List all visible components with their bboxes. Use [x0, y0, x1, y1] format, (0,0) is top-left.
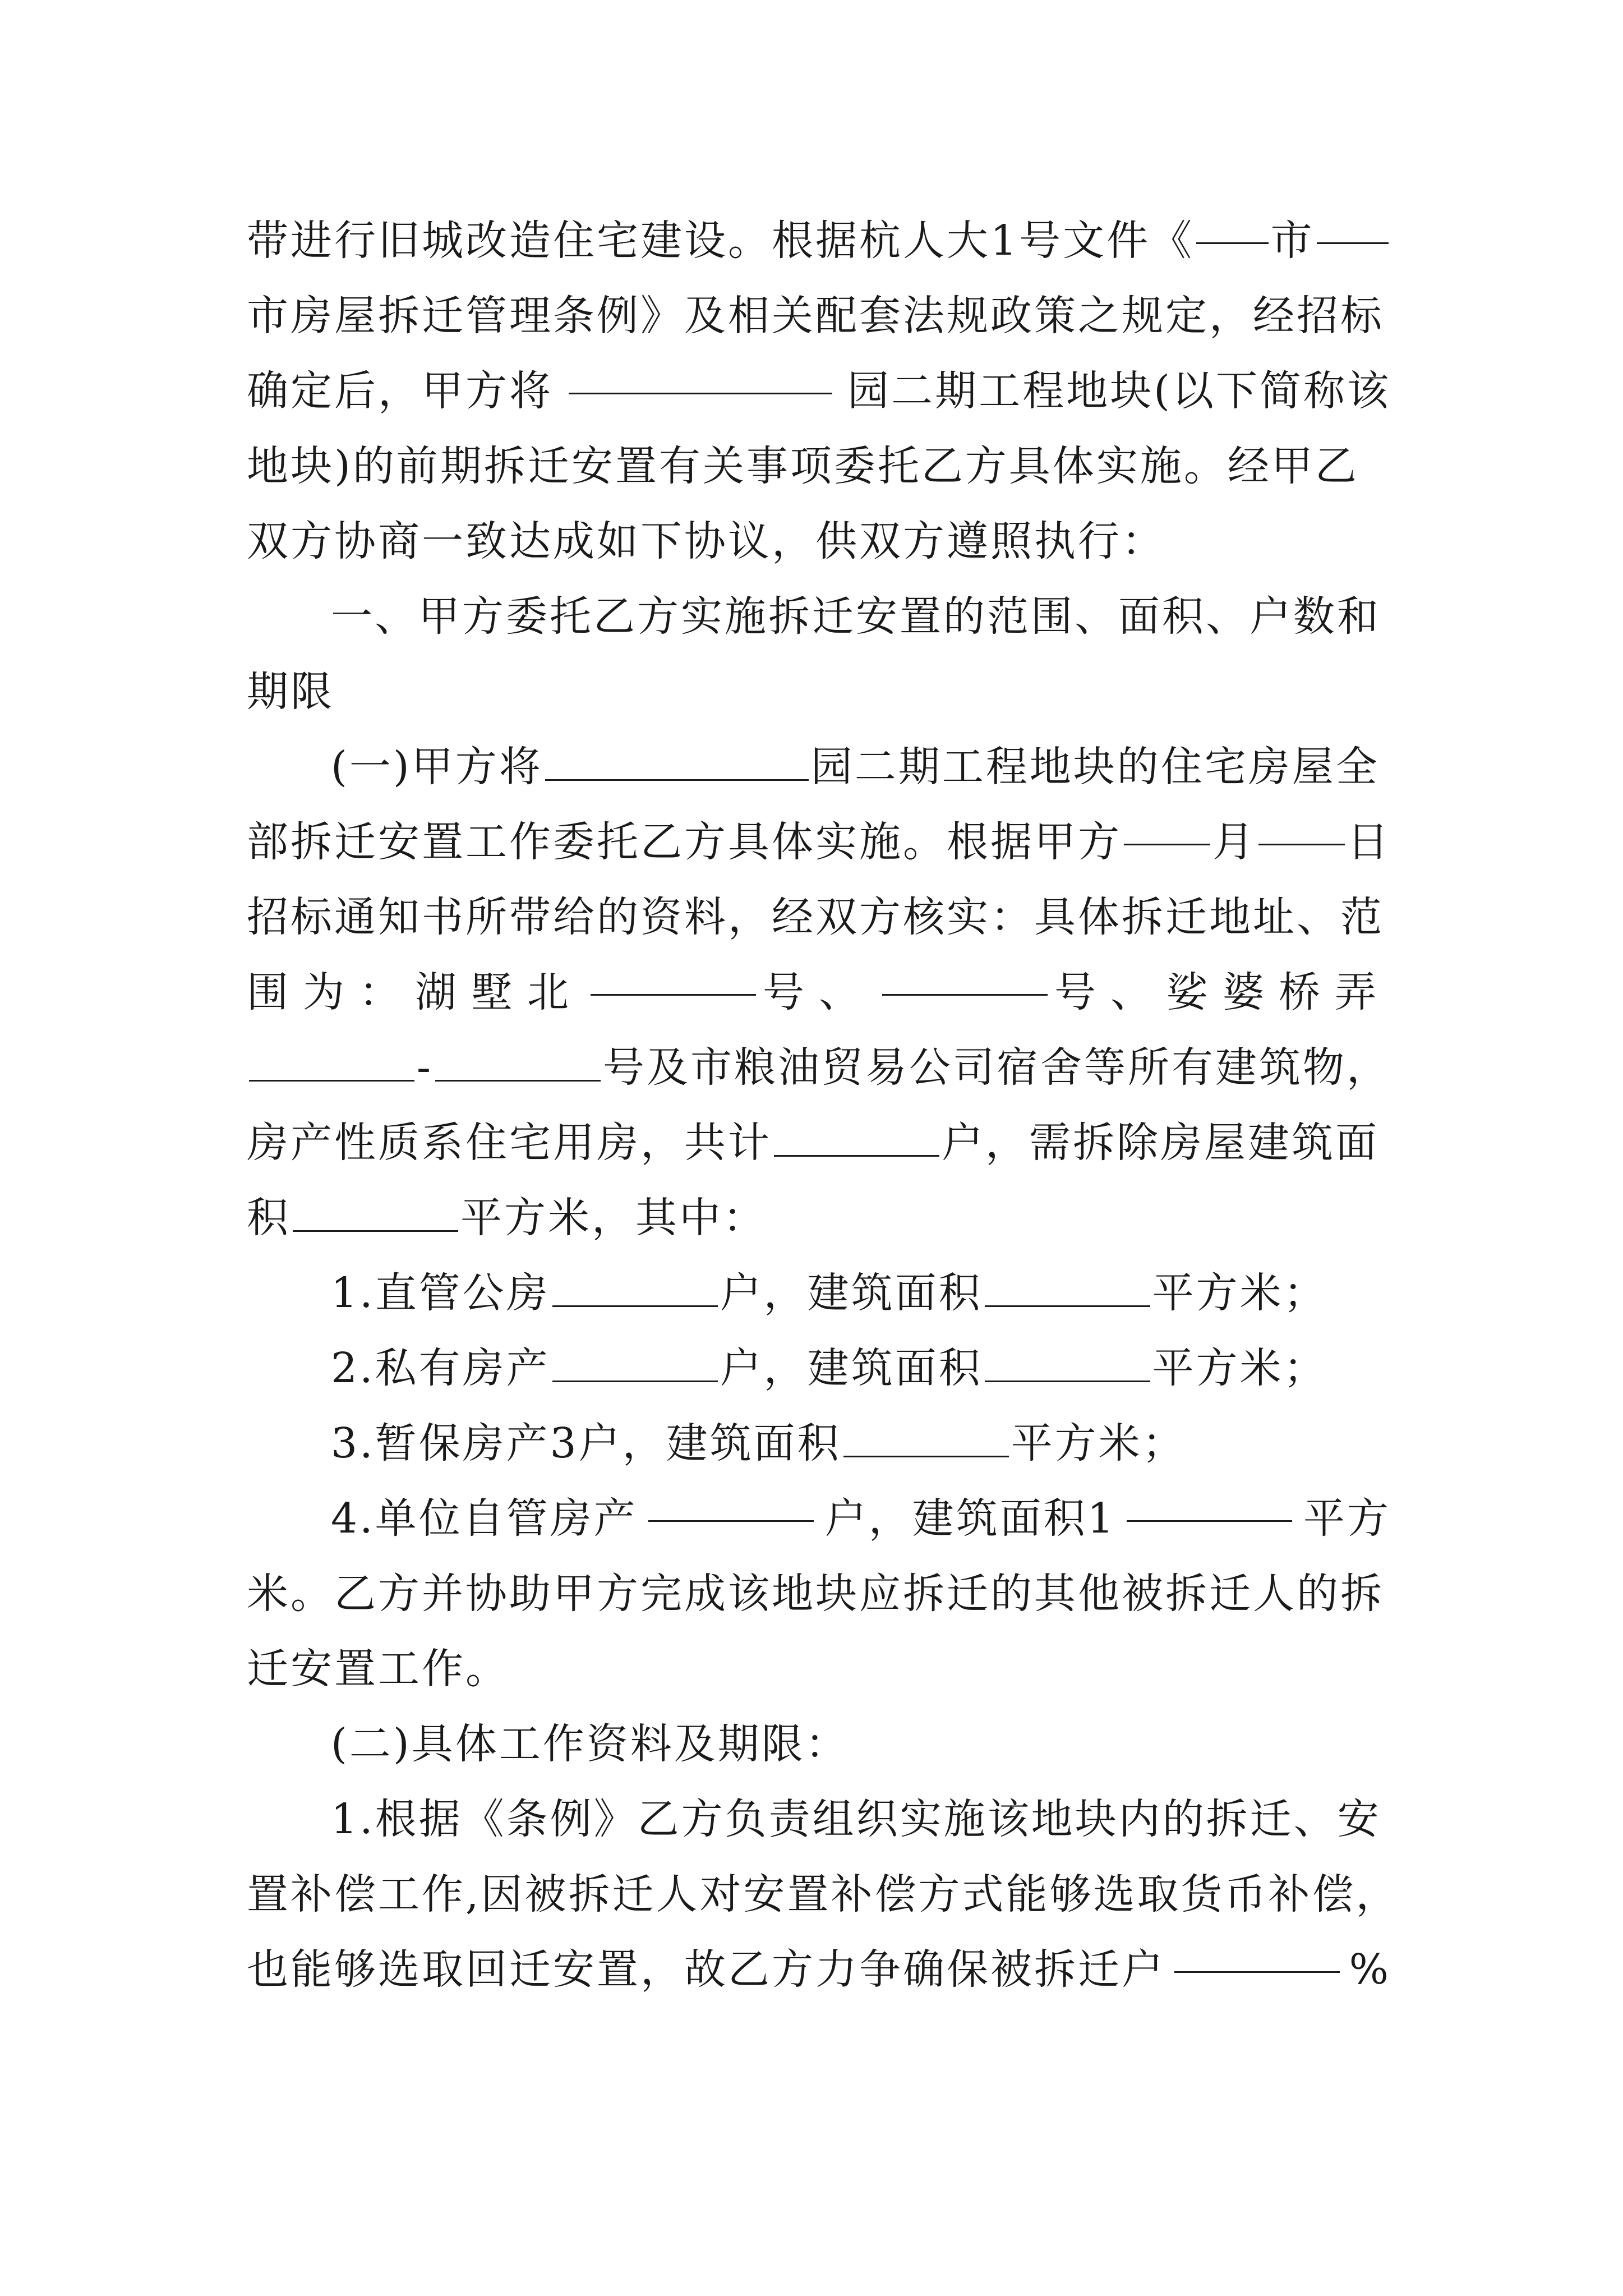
- fill-in-blank: [1124, 804, 1210, 845]
- fill-in-blank: [1196, 203, 1268, 244]
- list-item: [247, 1782, 1391, 1857]
- text-segment: 号及市粮油贸易公司宿舍等所有建筑物，: [603, 1043, 1391, 1092]
- text-segment: 也能够选取回迁安置，故乙方力争确保被拆迁户: [247, 1945, 1165, 1994]
- text-segment: 2.私有房产: [331, 1344, 550, 1392]
- text-line: [247, 1105, 1391, 1180]
- fill-in-blank: [1174, 1932, 1340, 1973]
- list-item: [247, 1331, 1391, 1406]
- text-segment: 户，建筑面积: [720, 1344, 983, 1392]
- text-segment: 置补偿工作,因被拆迁人对安置补偿方式能够选取货币补偿，: [247, 1870, 1400, 1918]
- text-segment: 带进行旧城改造住宅建设。根据杭人大1号文件《: [247, 217, 1195, 265]
- text-segment: 平方米，其中：: [460, 1194, 767, 1242]
- list-item: [247, 1255, 1391, 1331]
- fill-in-blank: [774, 1116, 939, 1157]
- text-segment: 平方米；: [1011, 1419, 1186, 1467]
- text-segment: 4.单位自管房产: [331, 1494, 638, 1543]
- text-segment: 积: [247, 1194, 291, 1242]
- list-item: [247, 1481, 1391, 1556]
- text-line: [247, 729, 1391, 804]
- section-heading: [247, 1706, 1391, 1782]
- text-segment: -: [417, 1043, 434, 1092]
- section-heading: [247, 579, 1391, 654]
- text-segment: 号、娑婆桥弄: [1054, 968, 1391, 1016]
- fill-in-blank: [591, 955, 756, 996]
- text-segment: 平方米；: [1152, 1269, 1327, 1317]
- text-segment: 户，需拆除房屋建筑面: [942, 1119, 1379, 1167]
- text-segment: 月: [1212, 818, 1256, 866]
- fill-in-blank: [545, 740, 809, 781]
- list-item: [247, 1406, 1391, 1481]
- text-segment: 市房屋拆迁管理条例》及相关配套法规政策之规定，经招标: [247, 292, 1384, 340]
- text-line: [247, 1030, 1391, 1105]
- text-line: [247, 1857, 1400, 1932]
- text-segment: 平方: [1303, 1494, 1391, 1543]
- text-segment: 房产性质系住宅用房，共计: [247, 1119, 772, 1167]
- text-line: [247, 278, 1391, 353]
- fill-in-blank: [882, 955, 1048, 996]
- text-line: [247, 504, 1391, 579]
- text-line: [247, 203, 1391, 278]
- text-segment: 平方米；: [1152, 1344, 1327, 1392]
- text-line: [247, 429, 1391, 504]
- text-line: [247, 654, 1391, 729]
- text-segment: 园二期工程地块的住宅房屋全: [810, 743, 1380, 791]
- fill-in-blank: [985, 1266, 1150, 1307]
- text-line: [247, 804, 1391, 880]
- text-segment: 日: [1347, 818, 1391, 866]
- text-line: [247, 955, 1391, 1030]
- text-segment: 招标通知书所带给的资料，经双方核实：具体拆迁地址、范: [247, 893, 1384, 941]
- text-line: [247, 1180, 1391, 1255]
- text-segment: 确定后，甲方将: [247, 367, 553, 415]
- text-segment: 户，建筑面积: [720, 1269, 983, 1317]
- text-segment: 1.根据《条例》乙方负责组织实施该地块内的拆迁、安: [331, 1795, 1381, 1843]
- text-segment: 市: [1270, 217, 1315, 265]
- text-segment: 1.直管公房: [331, 1269, 550, 1317]
- text-segment: 迁安置工作。: [247, 1645, 509, 1693]
- text-segment: 号、: [763, 968, 875, 1016]
- fill-in-blank: [1258, 804, 1345, 845]
- text-segment: 地块)的前期拆迁安置有关事项委托乙方具体实施。经甲乙: [247, 442, 1359, 490]
- fill-in-blank: [249, 1041, 414, 1082]
- text-segment: 园二期工程地块(以下简称该: [847, 367, 1391, 415]
- text-segment: 部拆迁安置工作委托乙方具体实施。根据甲方: [247, 818, 1122, 866]
- document-body: [247, 203, 1400, 2007]
- text-segment: 米。乙方并协助甲方完成该地块应拆迁的其他被拆迁人的拆: [247, 1570, 1384, 1618]
- fill-in-blank: [648, 1481, 814, 1522]
- fill-in-blank: [985, 1341, 1150, 1382]
- text-segment: 期限: [247, 668, 334, 716]
- text-line: [247, 353, 1391, 429]
- fill-in-blank: [1127, 1481, 1292, 1522]
- text-segment: (二)具体工作资料及期限：: [331, 1720, 849, 1768]
- text-line: [247, 880, 1391, 955]
- fill-in-blank: [435, 1041, 601, 1082]
- fill-in-blank: [293, 1191, 458, 1232]
- text-segment: 围为：湖墅北: [247, 968, 583, 1016]
- text-segment: (一)甲方将: [331, 743, 543, 791]
- text-line: [247, 1631, 1391, 1706]
- fill-in-blank: [552, 1341, 718, 1382]
- fill-in-blank: [1317, 203, 1389, 244]
- text-line: [247, 1556, 1391, 1631]
- text-segment: 3.暂保房产3户，建筑面积: [331, 1419, 841, 1467]
- text-segment: %: [1349, 1945, 1391, 1994]
- text-segment: 户，建筑面积1: [824, 1494, 1116, 1543]
- fill-in-blank: [552, 1266, 718, 1307]
- fill-in-blank: [569, 353, 832, 394]
- text-segment: 一、甲方委托乙方实施拆迁安置的范围、面积、户数和: [331, 592, 1381, 641]
- text-segment: 双方协商一致达成如下协议，供双方遵照执行：: [247, 517, 1165, 565]
- text-line: [247, 1932, 1391, 2007]
- fill-in-blank: [843, 1416, 1009, 1457]
